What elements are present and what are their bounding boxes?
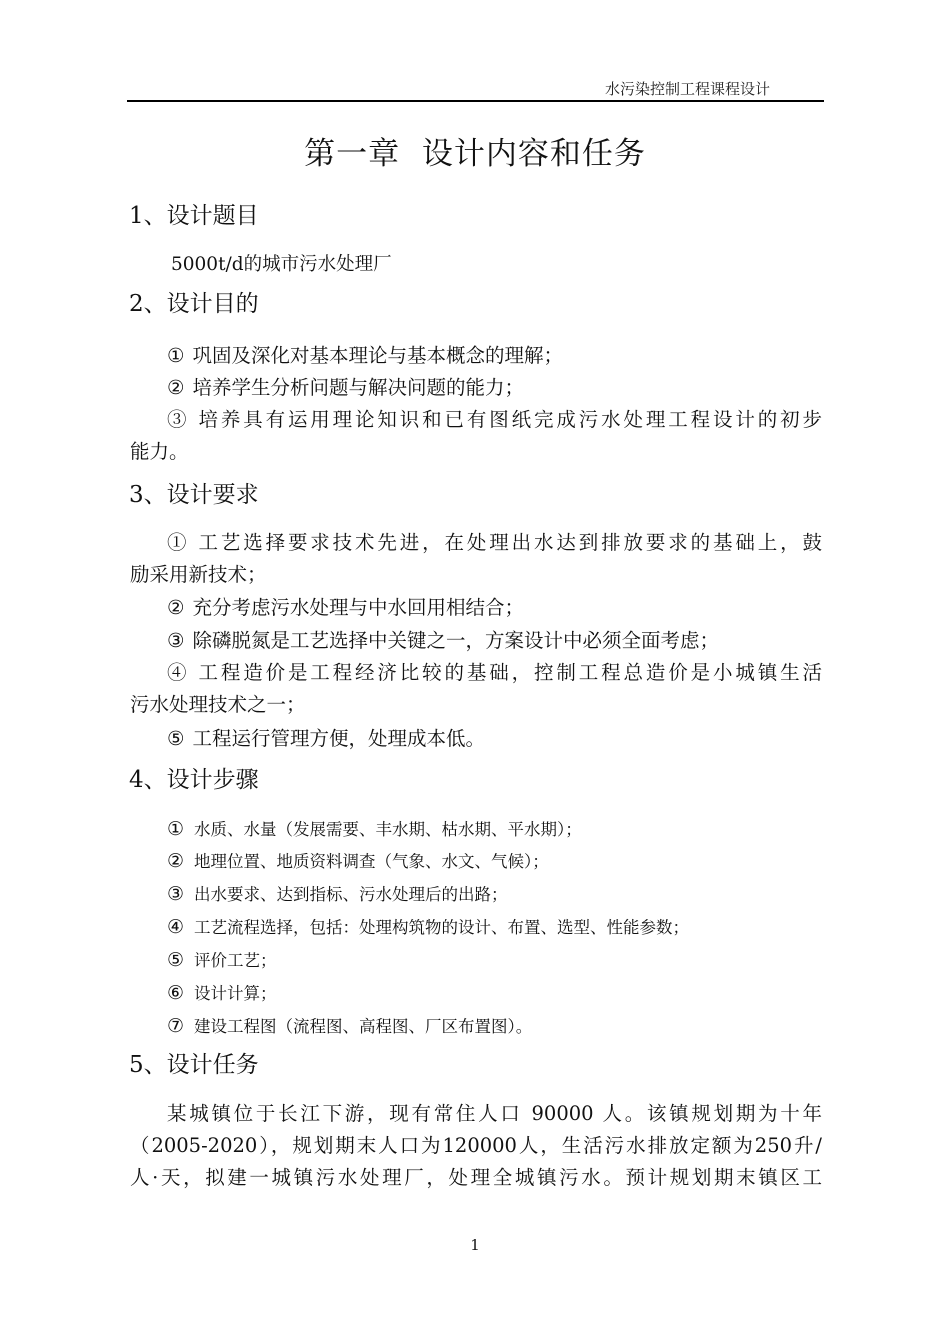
list-item [167, 723, 485, 751]
list-item [167, 947, 277, 971]
item-number: ② [167, 376, 185, 399]
list-item [167, 404, 822, 432]
list-item [167, 816, 582, 840]
item-text: 地理位置、地质资料调查（气象、水文、气候）； [194, 852, 549, 871]
item-text: 培养具有运用理论知识和已有图纸完成污水处理工程设计的初步 [198, 408, 822, 431]
item-number: ④ [167, 661, 190, 684]
item-number: ⑥ [167, 982, 185, 1004]
list-item [167, 592, 524, 620]
list-item [167, 914, 689, 938]
item-number: ① [167, 531, 190, 554]
item-text: 培养学生分析问题与解决问题的能力； [192, 376, 524, 399]
paragraph-line: （2005-2020），规划期末人口为120000人，生活污水排放定额为250升/ [130, 1134, 822, 1157]
paragraph-line: 人·天，拟建一城镇污水处理厂，处理全城镇污水。预计规划期末镇区工 [130, 1166, 822, 1189]
item-number: ① [167, 818, 185, 840]
header-rule [127, 100, 824, 102]
item-number: ④ [167, 916, 185, 938]
section-heading-5: 5、设计任务 [129, 1052, 259, 1078]
section-heading-2: 2、设计目的 [129, 291, 259, 317]
list-item [167, 848, 549, 872]
item-text: 工程造价是工程经济比较的基础，控制工程总造价是小城镇生活 [198, 661, 822, 684]
item-text: 水质、水量（发展需要、丰水期、枯水期、平水期）； [194, 820, 582, 839]
item-text: 出水要求、达到指标、污水处理后的出路； [194, 885, 508, 904]
item-text: 巩固及深化对基本理论与基本概念的理解； [192, 344, 563, 367]
item-text: 充分考虑污水处理与中水回用相结合； [192, 596, 524, 619]
item-number: ② [167, 596, 185, 619]
list-item [167, 372, 524, 400]
item-text: 评价工艺； [194, 951, 277, 970]
item-number: ③ [167, 408, 190, 431]
list-item [167, 881, 508, 905]
item-continuation: 污水处理技术之一； [130, 693, 306, 716]
list-item [167, 527, 822, 555]
page-number: 1 [470, 1236, 480, 1254]
design-topic: 5000t/d的城市污水处理厂 [171, 254, 392, 275]
item-number: ⑤ [167, 949, 185, 971]
section-heading-4: 4、设计步骤 [129, 767, 259, 793]
item-text: 除磷脱氮是工艺选择中关键之一，方案设计中必须全面考虑； [192, 629, 719, 652]
list-item [167, 625, 719, 653]
section-heading-3: 3、设计要求 [129, 482, 259, 508]
item-text: 建设工程图（流程图、高程图、厂区布置图）。 [194, 1017, 533, 1036]
item-number: ③ [167, 883, 185, 905]
paragraph-line: 某城镇位于长江下游，现有常住人口 90000 人。该镇规划期为十年 [167, 1102, 822, 1125]
item-text: 设计计算； [194, 984, 277, 1003]
section-heading-1: 1、设计题目 [129, 203, 259, 229]
item-text: 工艺流程选择，包括：处理构筑物的设计、布置、选型、性能参数； [194, 918, 690, 937]
list-item [167, 340, 563, 368]
running-header: 水污染控制工程课程设计 [604, 80, 770, 98]
item-number: ⑦ [167, 1015, 185, 1037]
list-item [167, 980, 277, 1004]
item-number: ③ [167, 629, 185, 652]
item-number: ② [167, 850, 185, 872]
list-item [167, 1013, 532, 1037]
item-continuation: 励采用新技术； [130, 563, 267, 586]
list-item [167, 657, 822, 685]
item-continuation: 能力。 [130, 440, 189, 463]
item-number: ⑤ [167, 727, 185, 750]
item-number: ① [167, 344, 185, 367]
chapter-title: 第一章 设计内容和任务 [304, 136, 646, 172]
item-text: 工程运行管理方便，处理成本低。 [192, 727, 485, 750]
item-text: 工艺选择要求技术先进，在处理出水达到排放要求的基础上，鼓 [198, 531, 822, 554]
